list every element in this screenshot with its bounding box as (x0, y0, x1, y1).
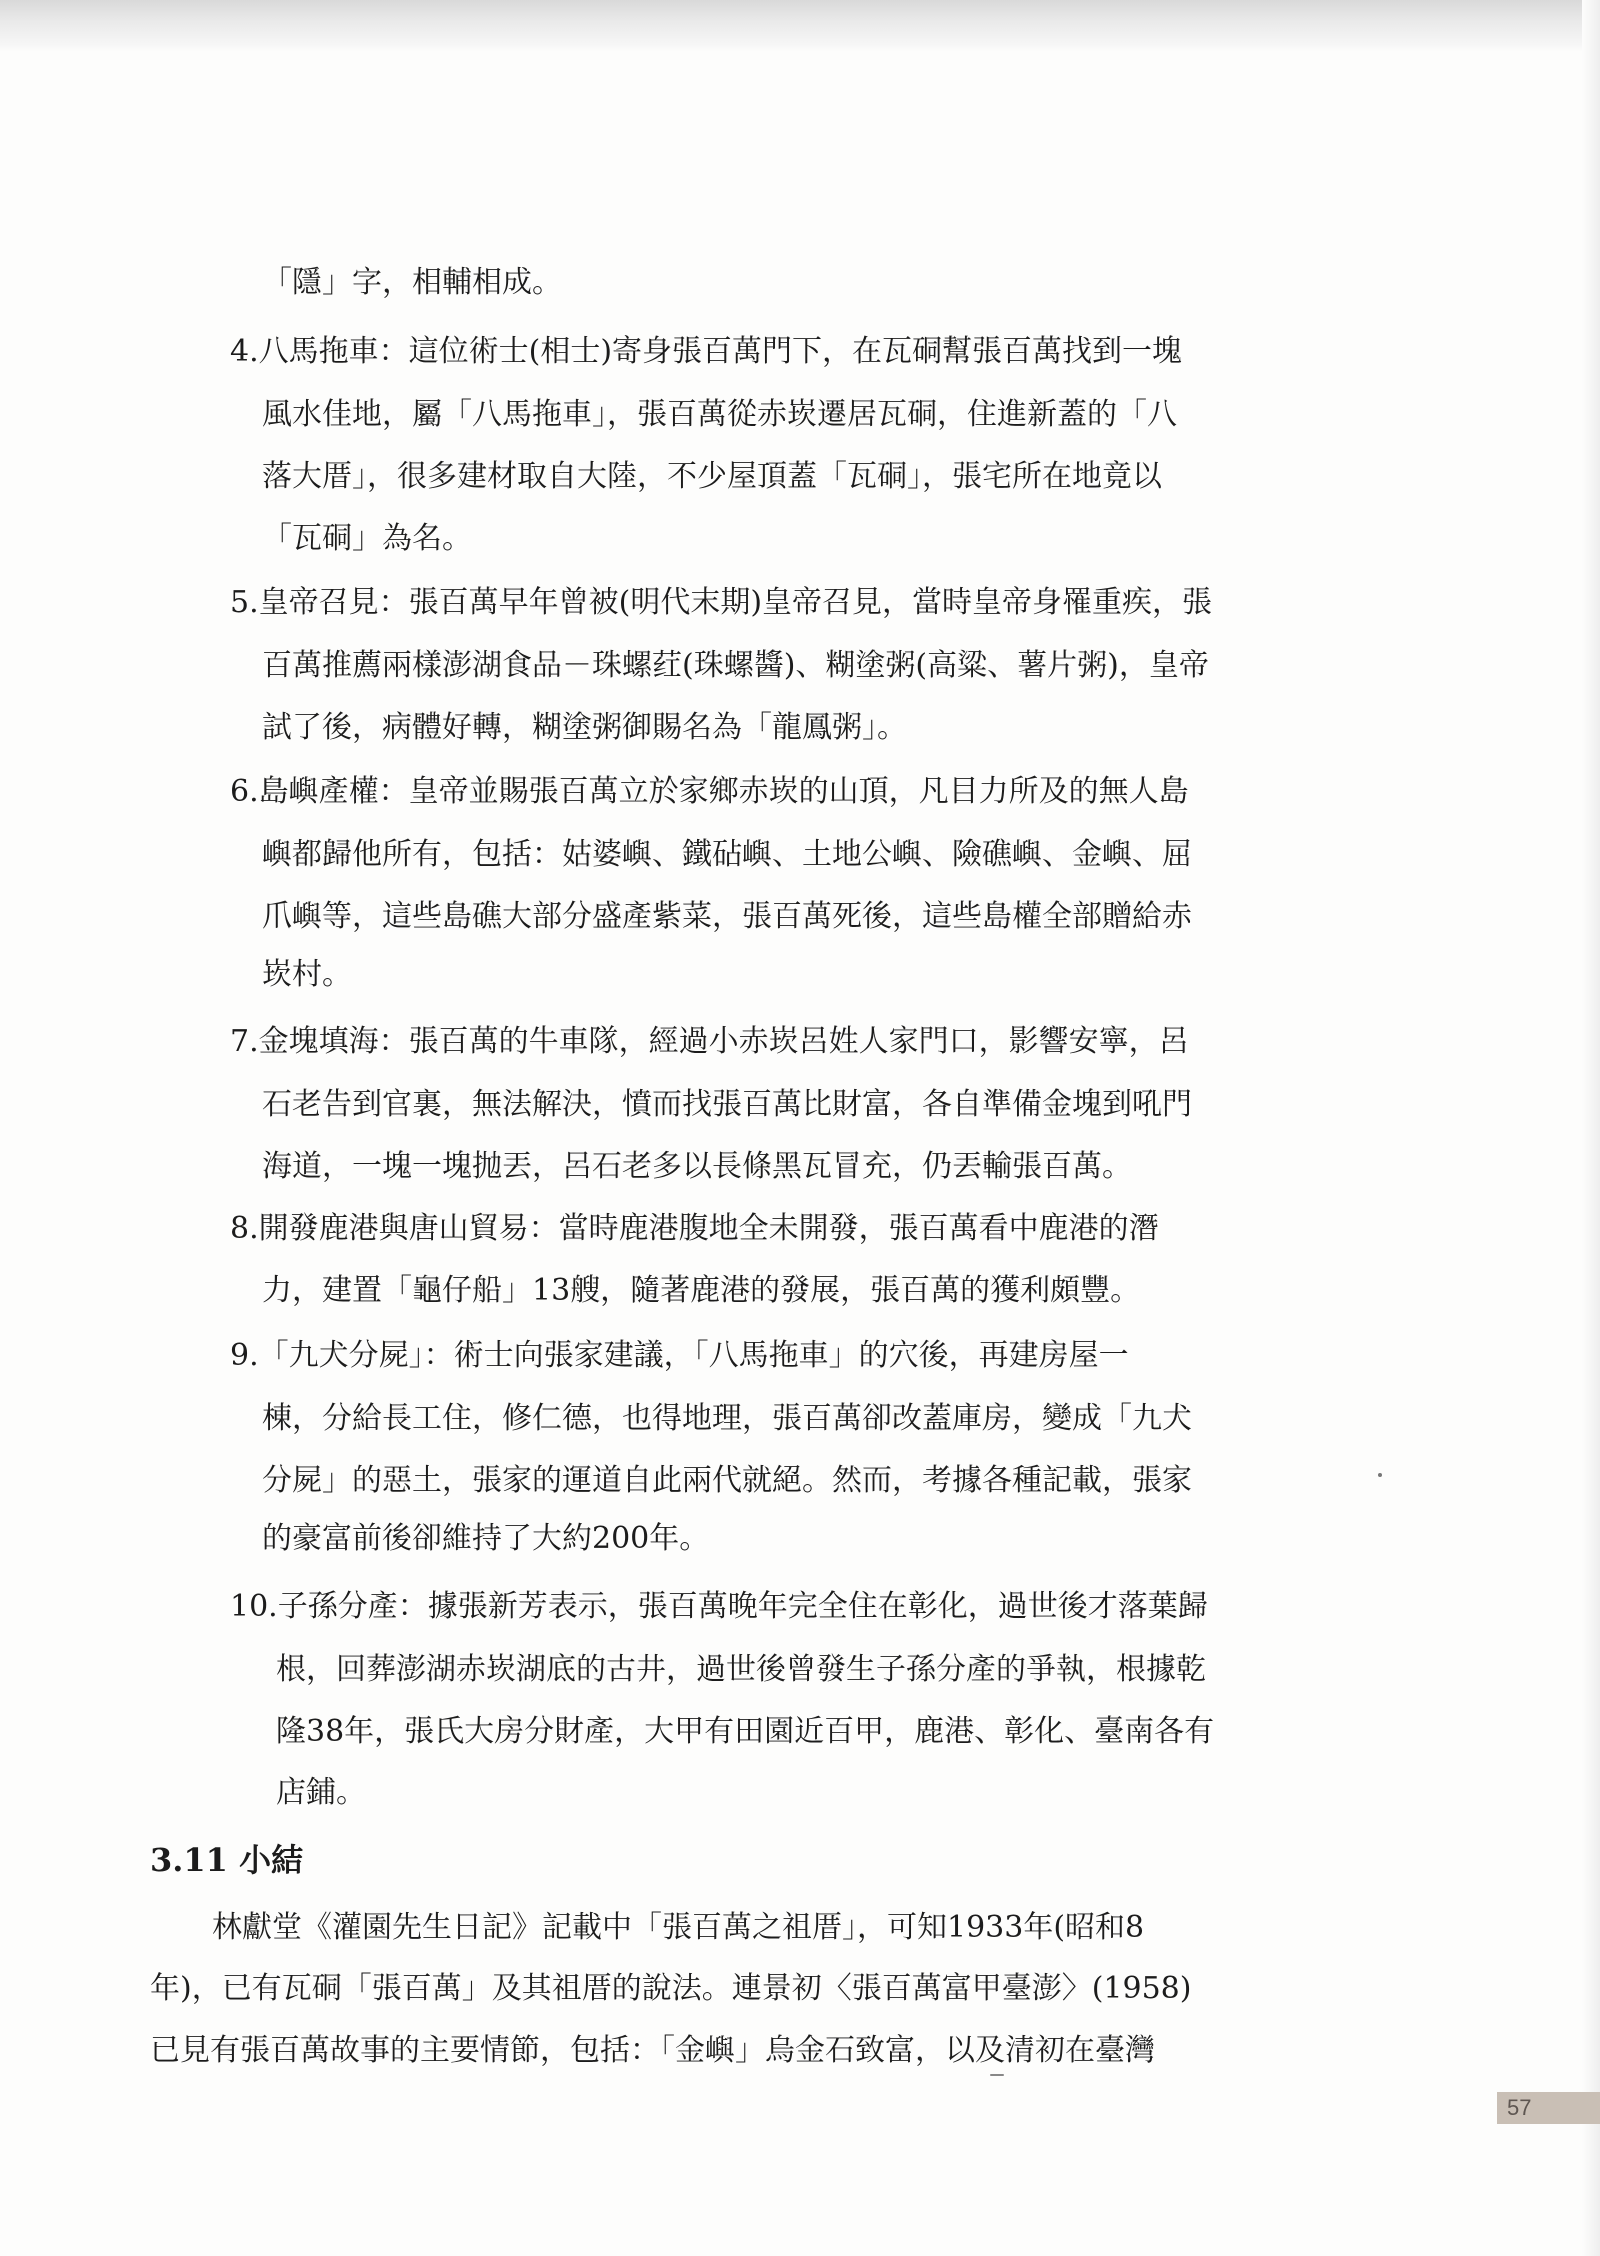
text-line: 嶼都歸他所有，包括：姑婆嶼、鐵砧嶼、土地公嶼、險礁嶼、金嶼、屈 (262, 837, 1192, 872)
text-line: 「隱」字，相輔相成。 (262, 265, 562, 300)
page-number: 57 (1497, 2092, 1600, 2124)
text-line: 海道，一塊一塊抛丟，呂石老多以長條黑瓦冒充，仍丟輸張百萬。 (262, 1149, 1132, 1184)
list-item-8: 8.開發鹿港與唐山貿易：當時鹿港腹地全未開發，張百萬看中鹿港的潛 (230, 1211, 1159, 1246)
text-line: 店鋪。 (276, 1775, 366, 1810)
list-item-5: 5.皇帝召見：張百萬早年曾被(明代末期)皇帝召見，當時皇帝身罹重疾，張 (230, 585, 1213, 620)
text-line: 已見有張百萬故事的主要情節，包括：「金嶼」烏金石致富，以及清初在臺灣 (150, 2033, 1155, 2068)
list-item-4: 4.八馬拖車：這位術士(相士)寄身張百萬門下，在瓦硐幫張百萬找到一塊 (230, 334, 1183, 369)
text-line: 根，回葬澎湖赤崁湖底的古井，過世後曾發生子孫分產的爭執，根據乾 (276, 1652, 1206, 1687)
scan-speck (990, 2074, 1004, 2076)
list-item-6: 6.島嶼產權：皇帝並賜張百萬立於家鄉赤崁的山頂，凡目力所及的無人島 (230, 774, 1189, 809)
scan-top-shadow (0, 0, 1600, 52)
text-line: 風水佳地，屬「八馬拖車」，張百萬從赤崁遷居瓦硐，住進新蓋的「八 (262, 397, 1177, 432)
list-item-9: 9.「九犬分屍」：術士向張家建議，「八馬拖車」的穴後，再建房屋一 (230, 1338, 1129, 1373)
text-line: 的豪富前後卻維持了大約200年。 (262, 1521, 710, 1556)
text-line: 爪嶼等，這些島礁大部分盛產紫菜，張百萬死後，這些島權全部贈給赤 (262, 899, 1192, 934)
text-line: 力，建置「龜仔船」13艘，隨著鹿港的發展，張百萬的獲利頗豐。 (262, 1273, 1141, 1308)
text-line: 百萬推薦兩樣澎湖食品－珠螺荭(珠螺醬)、糊塗粥(高粱、薯片粥)，皇帝 (262, 648, 1209, 683)
text-line: 試了後，病體好轉，糊塗粥御賜名為「龍鳳粥」。 (262, 710, 907, 745)
text-line: 落大厝」，很多建材取自大陸，不少屋頂蓋「瓦硐」，張宅所在地竟以 (262, 459, 1162, 494)
section-heading: 3.11 小結 (150, 1841, 304, 1879)
text-line: 隆38年，張氏大房分財產，大甲有田園近百甲，鹿港、彰化、臺南各有 (276, 1714, 1215, 1749)
text-line: 林獻堂《灌園先生日記》記載中「張百萬之祖厝」，可知1933年(昭和8 (212, 1910, 1145, 1945)
list-item-7: 7.金塊填海：張百萬的牛車隊，經過小赤崁呂姓人家門口，影響安寧，呂 (230, 1024, 1189, 1059)
text-line: 年)，已有瓦硐「張百萬」及其祖厝的說法。連景初〈張百萬富甲臺澎〉(1958) (150, 1971, 1192, 2006)
text-line: 分屍」的惡土，張家的運道自此兩代就絕。然而，考據各種記載，張家 (262, 1463, 1192, 1498)
scan-speck (1378, 1473, 1382, 1477)
text-line: 石老告到官裏，無法解決，憤而找張百萬比財富，各自準備金塊到吼門 (262, 1087, 1192, 1122)
list-item-10: 10.子孫分產：據張新芳表示，張百萬晚年完全住在彰化，過世後才落葉歸 (230, 1589, 1208, 1624)
scan-right-edge (1582, 0, 1600, 2256)
text-line: 崁村。 (262, 957, 352, 992)
text-line: 「瓦硐」為名。 (262, 521, 472, 556)
text-line: 棟，分給長工住，修仁德，也得地理，張百萬卻改蓋庫房，變成「九犬 (262, 1401, 1192, 1436)
